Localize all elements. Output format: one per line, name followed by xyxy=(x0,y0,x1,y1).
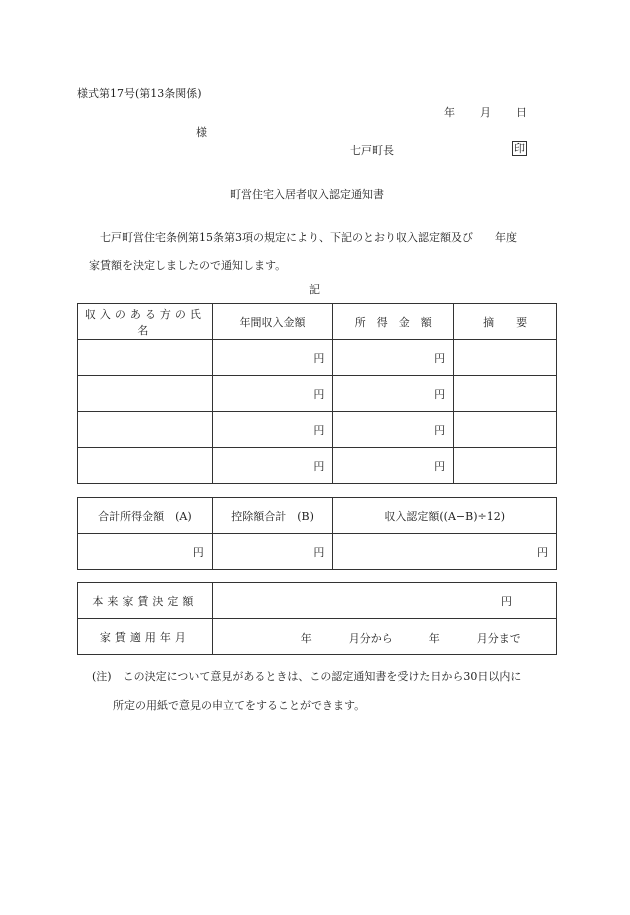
date-month-label: 月 xyxy=(480,106,491,119)
remarks-cell[interactable] xyxy=(454,448,557,484)
header-deduction-total: 控除額合計 (B) xyxy=(212,498,333,534)
income-amount-cell[interactable]: 円 xyxy=(333,340,454,376)
remarks-cell[interactable] xyxy=(454,412,557,448)
header-total-income: 合計所得金額 (A) xyxy=(78,498,213,534)
seal-mark xyxy=(512,141,527,156)
seal-text: 印 xyxy=(514,142,525,155)
income-amount-cell[interactable]: 円 xyxy=(333,412,454,448)
header-certified-income: 収入認定額((A−B)÷12) xyxy=(333,498,557,534)
note-line-2: 所定の用紙で意見の申立てをすることができます。 xyxy=(113,699,366,712)
annual-income-cell[interactable]: 円 xyxy=(212,376,333,412)
body-line-2: 家賃額を決定しましたので通知します。 xyxy=(89,259,287,272)
rent-period-label: 家賃適用年月 xyxy=(78,619,213,655)
header-name: 収入のある方の氏名 xyxy=(78,304,213,340)
total-table xyxy=(77,497,557,570)
table-row xyxy=(78,619,557,655)
form-number: 様式第17号(第13条関係) xyxy=(77,87,202,100)
income-amount-cell[interactable]: 円 xyxy=(333,376,454,412)
body-line-1: 七戸町営住宅条例第15条第3項の規定により、下記のとおり収入認定額及び 年度 xyxy=(100,231,517,244)
document-title: 町営住宅入居者収入認定通知書 xyxy=(230,188,384,201)
annual-income-cell[interactable]: 円 xyxy=(212,340,333,376)
name-cell[interactable] xyxy=(78,448,213,484)
issuer-name: 七戸町長 xyxy=(350,144,394,157)
income-table xyxy=(77,303,557,484)
table-row xyxy=(78,412,557,448)
rent-decision-cell[interactable]: 円 xyxy=(212,583,556,619)
name-cell[interactable] xyxy=(78,340,213,376)
total-table-header xyxy=(78,498,557,534)
total-income-cell[interactable]: 円 xyxy=(78,534,213,570)
deduction-total-cell[interactable]: 円 xyxy=(212,534,333,570)
annual-income-cell[interactable]: 円 xyxy=(212,448,333,484)
date-day-label: 日 xyxy=(516,106,527,119)
table-row xyxy=(78,534,557,570)
header-annual-income: 年間収入金額 xyxy=(212,304,333,340)
period-year-2: 年 xyxy=(428,632,440,645)
addressee-suffix: 様 xyxy=(196,126,207,139)
rent-period-cell[interactable] xyxy=(212,619,556,655)
income-amount-cell[interactable]: 円 xyxy=(333,448,454,484)
ki-label: 記 xyxy=(309,283,320,296)
period-to: 月分まで xyxy=(476,632,521,645)
period-from: 月分から xyxy=(348,632,393,645)
name-cell[interactable] xyxy=(78,376,213,412)
income-table-header xyxy=(78,304,557,340)
remarks-cell[interactable] xyxy=(454,376,557,412)
certified-income-cell[interactable]: 円 xyxy=(333,534,557,570)
rent-decision-label: 本来家賃決定額 xyxy=(78,583,213,619)
annual-income-cell[interactable]: 円 xyxy=(212,412,333,448)
table-row xyxy=(78,448,557,484)
note-line-1: (注) この決定について意見があるときは、この認定通知書を受けた日から30日以内に xyxy=(92,670,522,683)
table-row xyxy=(78,376,557,412)
name-cell[interactable] xyxy=(78,412,213,448)
period-year-1: 年 xyxy=(300,632,312,645)
rent-table xyxy=(77,582,557,655)
header-income-amount: 所 得 金 額 xyxy=(333,304,454,340)
table-row xyxy=(78,583,557,619)
table-row xyxy=(78,340,557,376)
header-remarks: 摘 要 xyxy=(454,304,557,340)
date-year-label: 年 xyxy=(444,106,455,119)
remarks-cell[interactable] xyxy=(454,340,557,376)
